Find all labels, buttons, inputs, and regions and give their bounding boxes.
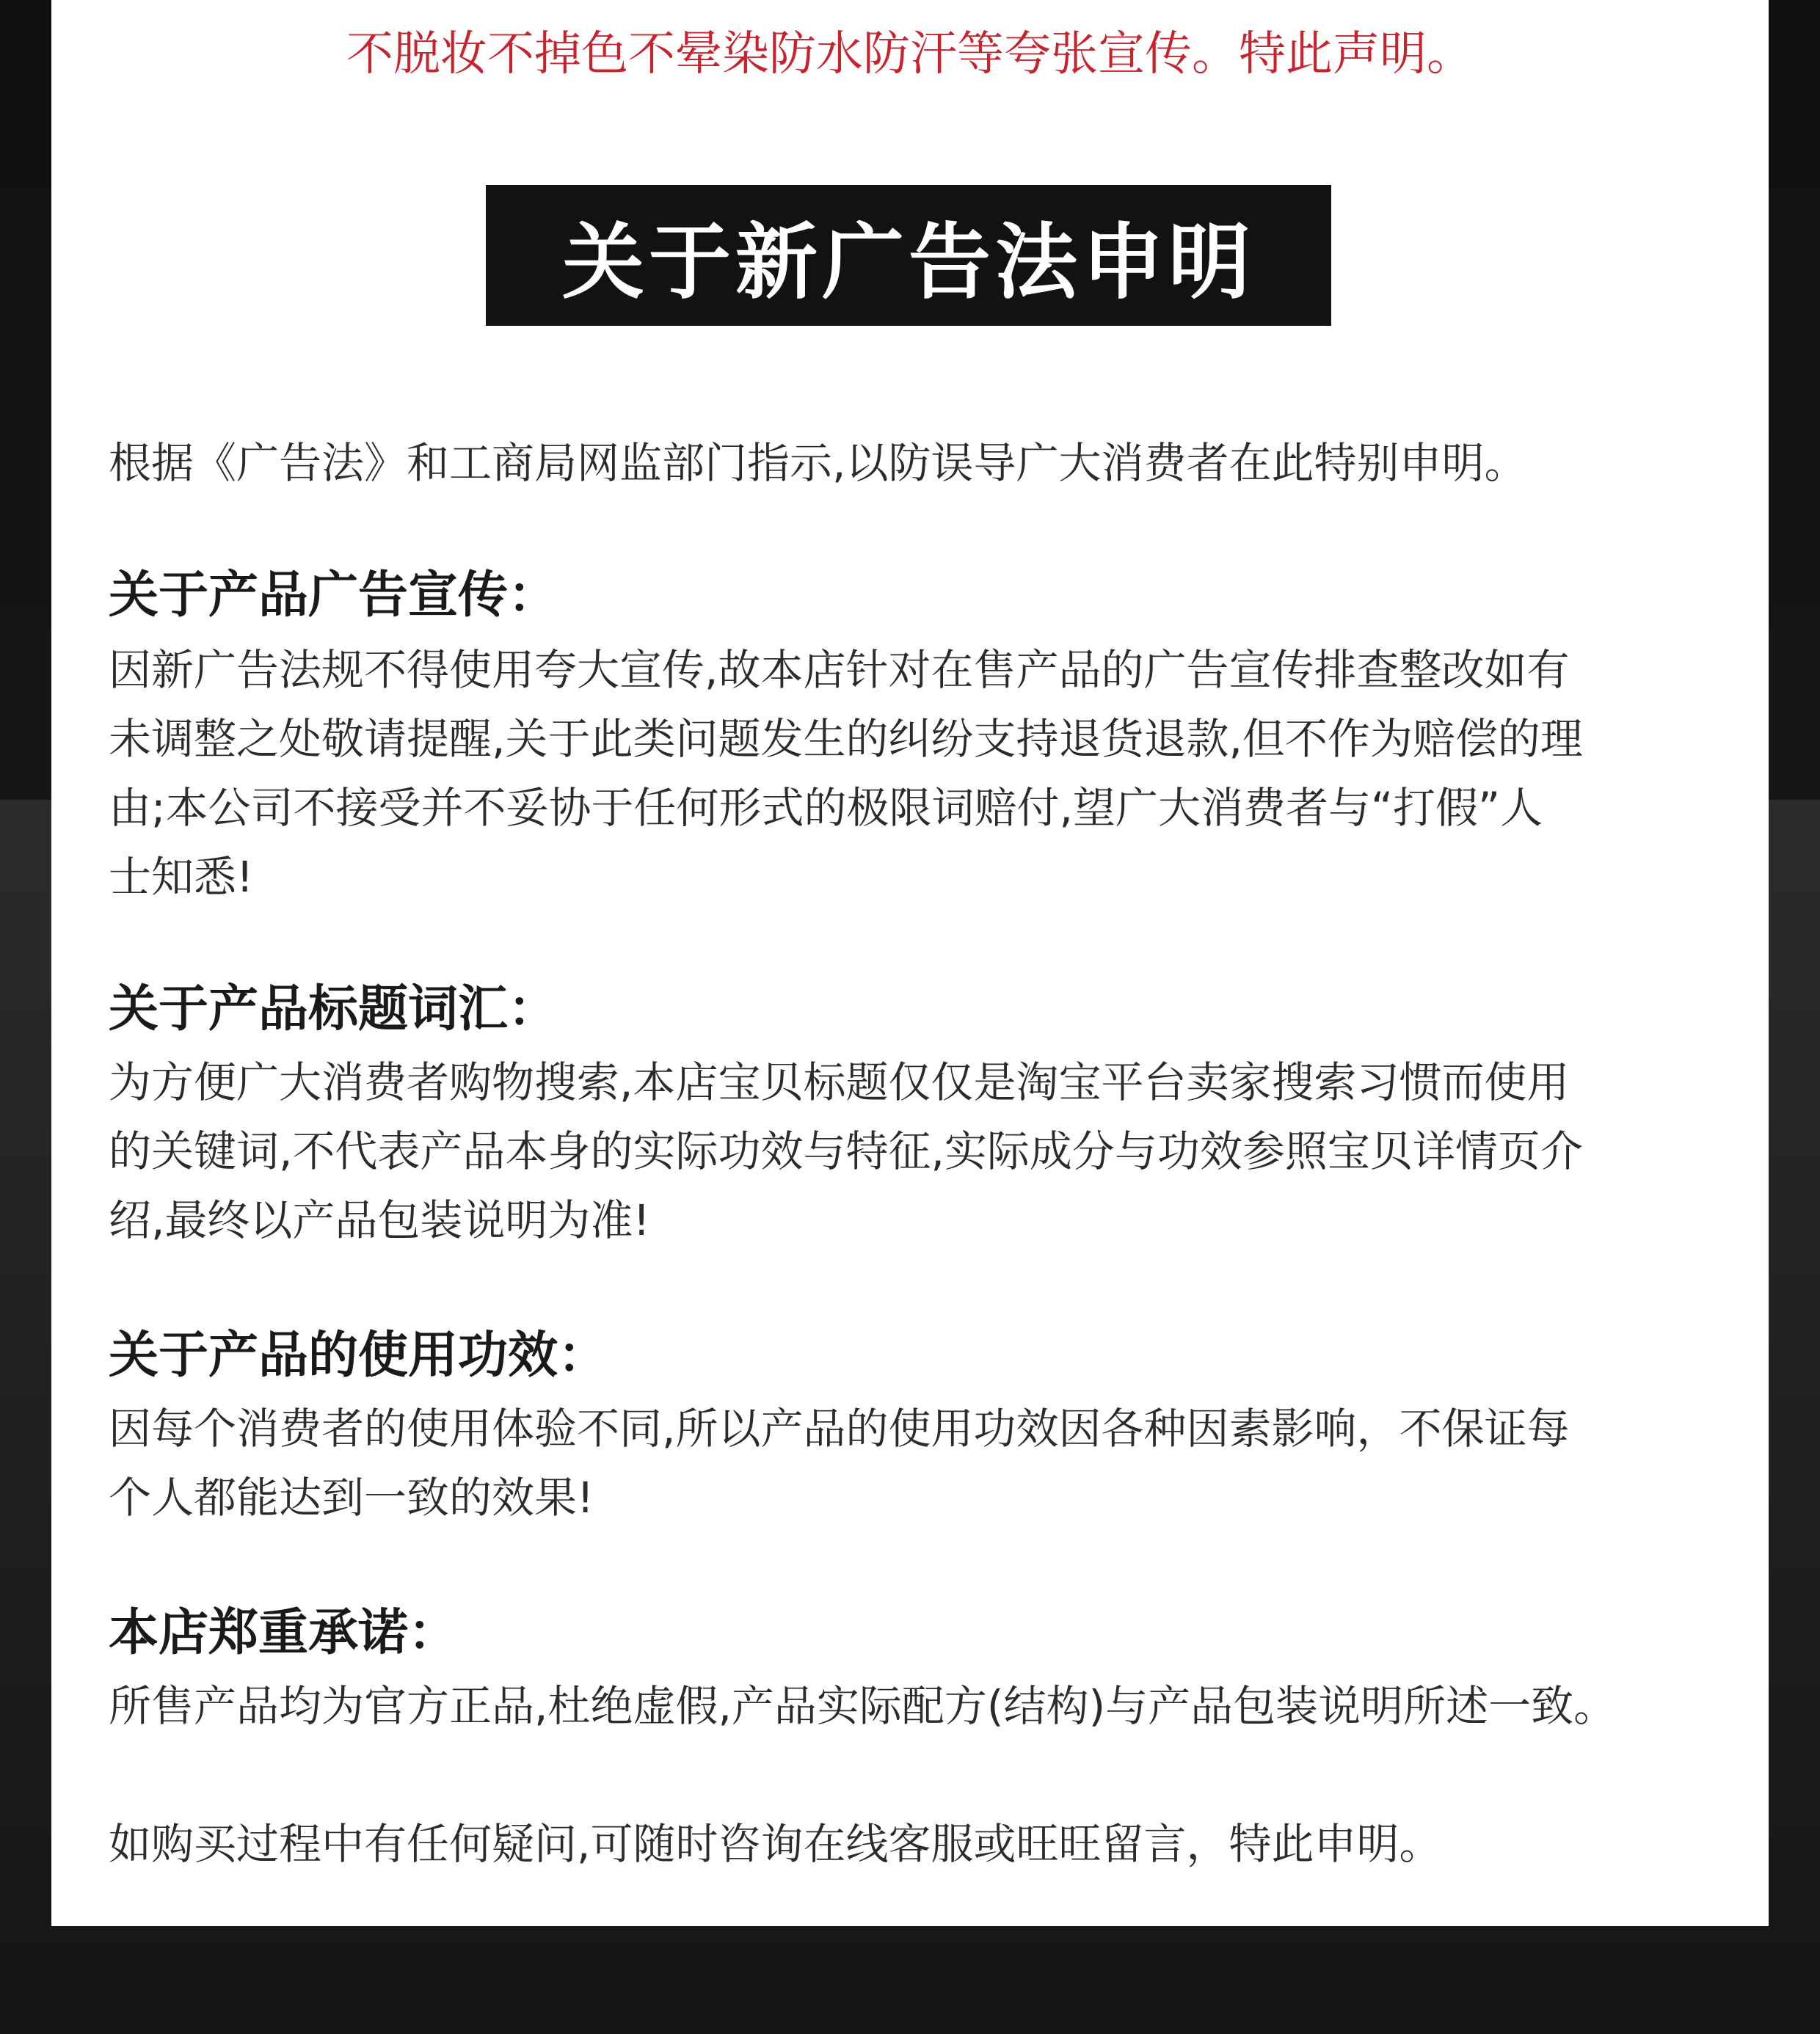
section-heading-efficacy: 关于产品的使用功效： bbox=[109, 1327, 608, 1385]
body-line: 由;本公司不接受并不妥协于任何形式的极限词赔付,望广大消费者与“打假”人 bbox=[109, 783, 1543, 833]
body-line: 士知悉! bbox=[109, 852, 254, 902]
section-heading-ad-promotion: 关于产品广告宣传： bbox=[109, 566, 558, 624]
section-body-title-words bbox=[109, 1048, 1738, 1255]
body-line: 个人都能达到一致的效果! bbox=[109, 1473, 594, 1523]
body-line: 绍,最终以产品包装说明为准! bbox=[109, 1195, 650, 1245]
statement-panel bbox=[51, 0, 1769, 1926]
section-heading-commitment: 本店郑重承诺： bbox=[109, 1604, 459, 1662]
closing-note bbox=[109, 1809, 1738, 1878]
section-heading-title-words: 关于产品标题词汇： bbox=[109, 980, 558, 1038]
body-line: 因每个消费者的使用体验不同,所以产品的使用功效因各种因素影响，不保证每 bbox=[109, 1404, 1570, 1454]
intro-text bbox=[109, 429, 1738, 497]
body-line: 的关键词,不代表产品本身的实际功效与特征,实际成分与功效参照宝贝详情页介 bbox=[109, 1126, 1583, 1176]
header-line-2: 不脱妆不掉色不晕染防水防汗等夸张宣传。特此声明。 bbox=[346, 27, 1474, 81]
section-body-commitment bbox=[109, 1672, 1738, 1740]
section-body-efficacy bbox=[109, 1394, 1738, 1532]
body-line: 所售产品均为官方正品,杜绝虚假,产品实际配方(结构)与产品包装说明所述一致。 bbox=[109, 1681, 1617, 1731]
closing-line: 如购买过程中有任何疑问,可随时咨询在线客服或旺旺留言，特此申明。 bbox=[109, 1819, 1442, 1869]
section-body-ad-promotion bbox=[109, 635, 1738, 911]
body-line: 未调整之处敬请提醒,关于此类问题发生的纠纷支持退货退款,但不作为赔偿的理 bbox=[109, 714, 1583, 764]
intro-line: 根据《广告法》和工商局网监部门指示,以防误导广大消费者在此特别申明。 bbox=[109, 438, 1527, 488]
body-line: 因新广告法规不得使用夸大宣传,故本店针对在售产品的广告宣传排查整改如有 bbox=[109, 645, 1570, 695]
body-line: 为方便广大消费者购物搜索,本店宝贝标题仅仅是淘宝平台卖家搜索习惯而使用 bbox=[109, 1057, 1570, 1107]
page-title: 关于新广告法申明 bbox=[486, 185, 1331, 326]
